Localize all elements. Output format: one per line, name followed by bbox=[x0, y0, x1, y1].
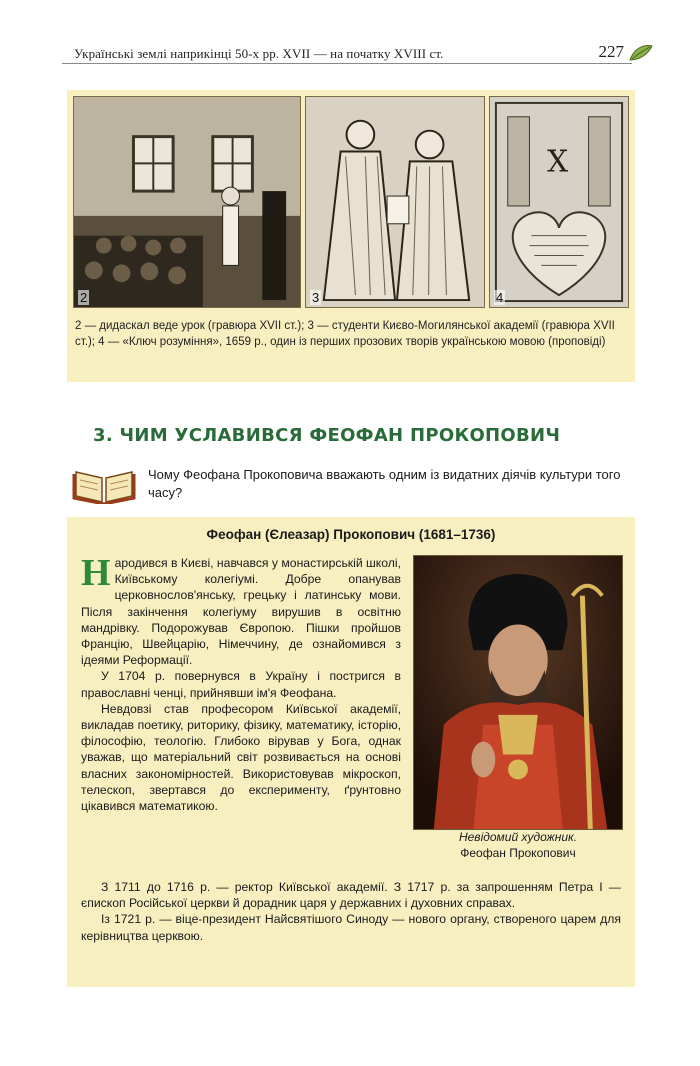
drop-cap: Н bbox=[81, 552, 111, 594]
portrait-image bbox=[413, 555, 623, 830]
chapter-title: Українські землі наприкінці 50-х рр. XVII — на початку XVIII ст. bbox=[74, 46, 444, 61]
section-title: 3. ЧИМ УСЛАВИВСЯ ФЕОФАН ПРОКОПОВИЧ bbox=[93, 425, 561, 446]
bio-paragraph-3: Невдовзі став професором Київської академії, викладав поетику, риторику, фізику, математику, історію, філософію, теологію. Глибоко вірував у Бога, однак уважав, що матеріальний світ розвивається на основі власних закономірностей. Використовував мікроскоп, телескоп, звертався до експерименту, ґрунтовно цікавився математикою. bbox=[81, 701, 401, 814]
figure-panel bbox=[67, 90, 635, 382]
page-number: 227 bbox=[598, 42, 624, 61]
biography-panel bbox=[67, 517, 635, 987]
figure-4-title-page bbox=[489, 96, 629, 308]
biography-title: Феофан (Єлеазар) Прокопович (1681–1736) bbox=[206, 527, 496, 542]
figure-2-engraving bbox=[73, 96, 301, 308]
figure-number: 2 bbox=[80, 290, 88, 305]
bio-paragraph-1: ародився в Києві, навчався у монастирській школі, Київському колегіумі. Добре опанував церковнослов'янську, грецьку і латинську мови. Після закінчення колегіуму вирушив в освітню мандрівку. Подорожував Європою. Пішки пройшов Францію, Швейцарію, Німеччину, де ознайомився з ідеями Реформації. bbox=[81, 556, 401, 668]
header-rule bbox=[62, 63, 632, 64]
svg-text:X: X bbox=[547, 143, 569, 179]
figure-3-engraving bbox=[305, 96, 485, 308]
bio-paragraph-2: У 1704 р. повернувся в Україну і постригся в православні ченці, прийнявши ім'я Феофана. bbox=[81, 669, 401, 700]
open-book-icon bbox=[72, 464, 136, 504]
bio-paragraph-4: З 1711 до 1716 р. — ректор Київської академії. З 1717 р. за запрошенням Петра І — єпископ Російської церкви й дорадник царя у державних і духовних справах. bbox=[81, 880, 621, 911]
biography-text-wide bbox=[81, 879, 621, 944]
portrait-caption bbox=[413, 829, 623, 861]
bio-paragraph-5: Із 1721 р. — віце-президент Найсвятішого Синоду — нового органу, створеного царем для керівництва церквою. bbox=[81, 912, 621, 943]
running-header bbox=[62, 40, 654, 66]
leaf-ornament-icon bbox=[628, 42, 654, 64]
portrait-caption-author: Невідомий художник. bbox=[458, 830, 578, 844]
figure-number: 4 bbox=[496, 290, 504, 305]
biography-text-column bbox=[81, 552, 401, 814]
figure-caption: 2 — дидаскал веде урок (гравюра XVII ст.); 3 — студенти Києво-Могилянської академії (гравюра XVII ст.); 4 — «Ключ розуміння», 1659 р., один із перших прозових творів українською мовою (проповіді) bbox=[75, 320, 615, 348]
figure-number: 3 bbox=[312, 290, 320, 305]
portrait-caption-subject: Феофан Прокопович bbox=[460, 846, 576, 860]
study-question: Чому Феофана Прокоповича вважають одним із видатних діячів культури того часу? bbox=[148, 467, 621, 500]
